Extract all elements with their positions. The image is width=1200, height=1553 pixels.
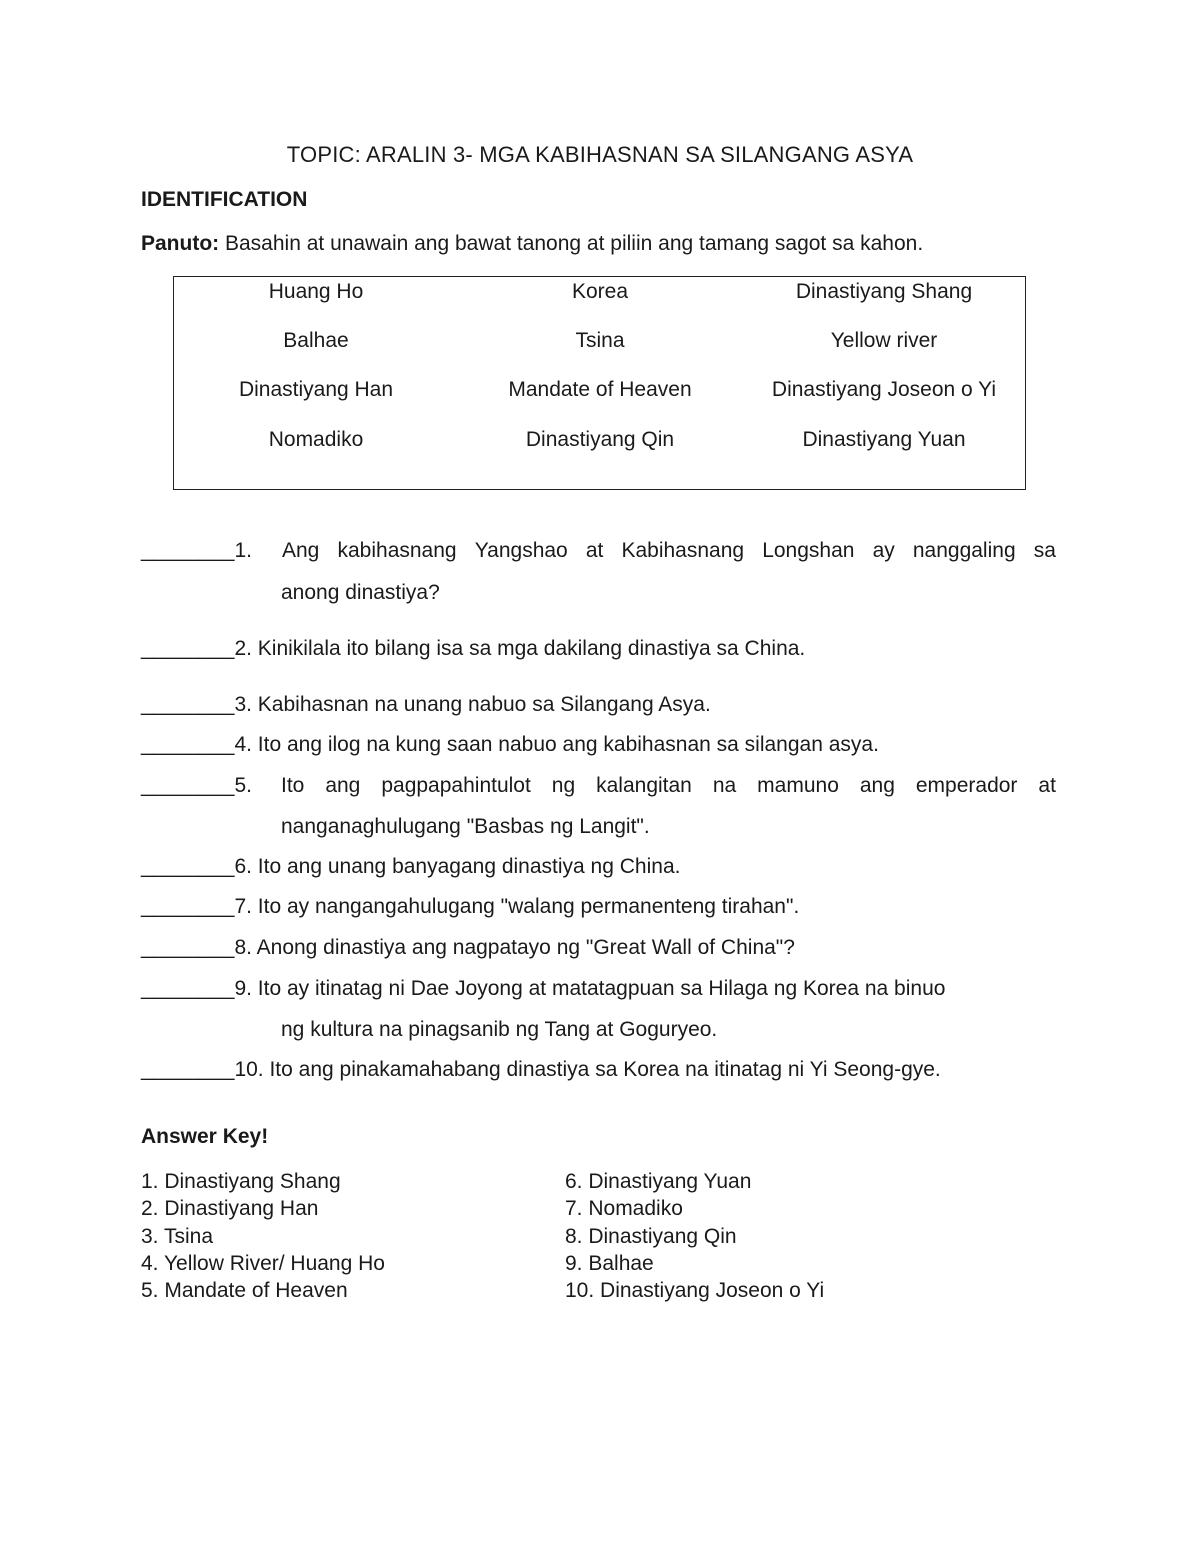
answer-blank: ________ — [141, 774, 235, 797]
word: kalangitan — [596, 774, 692, 797]
instruction-text: Basahin at unawain ang bawat tanong at piliin ang tamang sagot sa kahon. — [219, 232, 924, 255]
answer-blank: ________ — [141, 539, 235, 562]
question-5-line2: nanganaghulugang "Basbas ng Langit". — [281, 815, 650, 838]
question-10 — [141, 1058, 941, 1082]
question-1 — [141, 539, 252, 563]
answer-blank: ________ — [141, 895, 235, 918]
choice-balhae: Balhae — [283, 329, 349, 352]
question-4 — [141, 733, 879, 757]
question-number: 1. — [234, 539, 252, 562]
instruction-label: Panuto: — [141, 232, 220, 255]
question-text: 6. Ito ang unang banyagang dinastiya ng China. — [234, 855, 681, 878]
answer-key-item: 9. Balhae — [565, 1252, 654, 1275]
choices-box — [173, 276, 1026, 490]
word: nanggaling — [912, 539, 1016, 562]
question-2 — [141, 637, 805, 661]
word: Ang — [282, 539, 320, 562]
answer-blank: ________ — [141, 855, 235, 878]
choice-dinastiyang-yuan: Dinastiyang Yuan — [802, 428, 966, 451]
answer-key-item: 7. Nomadiko — [565, 1197, 683, 1220]
answer-blank: ________ — [141, 733, 235, 756]
question-6 — [141, 855, 680, 879]
word: at — [585, 539, 604, 562]
question-text: 10. Ito ang pinakamahabang dinastiya sa Korea na itinatag ni Yi Seong-gye. — [234, 1058, 941, 1081]
question-9-line2: ng kultura na pinagsanib ng Tang at Goguryeo. — [281, 1018, 718, 1041]
choice-dinastiyang-shang: Dinastiyang Shang — [795, 280, 973, 303]
section-heading: IDENTIFICATION — [141, 188, 308, 211]
word: Kabihasnang — [621, 539, 745, 562]
choice-dinastiyang-joseon: Dinastiyang Joseon o Yi — [771, 378, 997, 401]
answer-blank: ________ — [141, 1058, 235, 1081]
topic-title: TOPIC: ARALIN 3- MGA KABIHASNAN SA SILANGANG ASYA — [286, 142, 914, 167]
word: ang — [325, 774, 361, 797]
word: ang — [859, 774, 895, 797]
instruction — [141, 232, 923, 256]
question-text: 9. Ito ay itinatag ni Dae Joyong at matatagpuan sa Hilaga ng Korea na binuo — [234, 977, 946, 1000]
question-7 — [141, 895, 799, 919]
question-text: 3. Kabihasnan na unang nabuo sa Silangang Asya. — [234, 693, 711, 716]
answer-blank: ________ — [141, 977, 235, 1000]
word: kabihasnang — [337, 539, 457, 562]
question-text: 7. Ito ay nangangahulugang "walang permanenteng tirahan". — [234, 895, 800, 918]
answer-key-item: 10. Dinastiyang Joseon o Yi — [565, 1279, 825, 1302]
word: Yangshao — [474, 539, 568, 562]
word: na — [712, 774, 737, 797]
choice-dinastiyang-qin: Dinastiyang Qin — [525, 428, 675, 451]
word: pagpapahintulot — [381, 774, 531, 797]
question-3 — [141, 693, 711, 717]
word: ng — [551, 774, 576, 797]
word: ay — [872, 539, 895, 562]
question-text: 8. Anong dinastiya ang nagpatayo ng "Great Wall of China"? — [234, 936, 795, 959]
question-1-line2: anong dinastiya? — [281, 581, 440, 604]
choice-korea: Korea — [571, 280, 629, 303]
answer-key-item: 6. Dinastiyang Yuan — [565, 1170, 752, 1193]
question-9 — [141, 977, 945, 1001]
question-5-line1 — [281, 774, 1056, 798]
answer-key-item: 4. Yellow River/ Huang Ho — [141, 1252, 385, 1275]
answer-key-item: 1. Dinastiyang Shang — [141, 1170, 341, 1193]
word: sa — [1033, 539, 1056, 562]
answer-key-item: 5. Mandate of Heaven — [141, 1279, 348, 1302]
choice-yellow-river: Yellow river — [830, 329, 938, 352]
word: mamuno — [757, 774, 839, 797]
choice-nomadiko: Nomadiko — [268, 428, 364, 451]
answer-blank: ________ — [141, 693, 235, 716]
question-1-line1 — [282, 539, 1056, 563]
choice-huang-ho: Huang Ho — [268, 280, 364, 303]
choice-tsina: Tsina — [575, 329, 625, 352]
question-text: 4. Ito ang ilog na kung saan nabuo ang kabihasnan sa silangan asya. — [234, 733, 879, 756]
choice-dinastiyang-han: Dinastiyang Han — [238, 378, 394, 401]
answer-key-title: Answer Key! — [141, 1125, 269, 1148]
answer-key-item: 2. Dinastiyang Han — [141, 1197, 319, 1220]
word: Longshan — [762, 539, 855, 562]
answer-blank: ________ — [141, 637, 235, 660]
word: emperador — [915, 774, 1018, 797]
answer-blank: ________ — [141, 936, 235, 959]
word: Ito — [281, 774, 305, 797]
answer-key-item: 8. Dinastiyang Qin — [565, 1225, 737, 1248]
question-8 — [141, 936, 795, 960]
answer-key-item: 3. Tsina — [141, 1225, 213, 1248]
question-text: 2. Kinikilala ito bilang isa sa mga dakilang dinastiya sa China. — [234, 637, 806, 660]
question-number: 5. — [234, 774, 252, 797]
question-5 — [141, 774, 252, 798]
choice-mandate-of-heaven: Mandate of Heaven — [508, 378, 692, 401]
word: at — [1038, 774, 1056, 797]
